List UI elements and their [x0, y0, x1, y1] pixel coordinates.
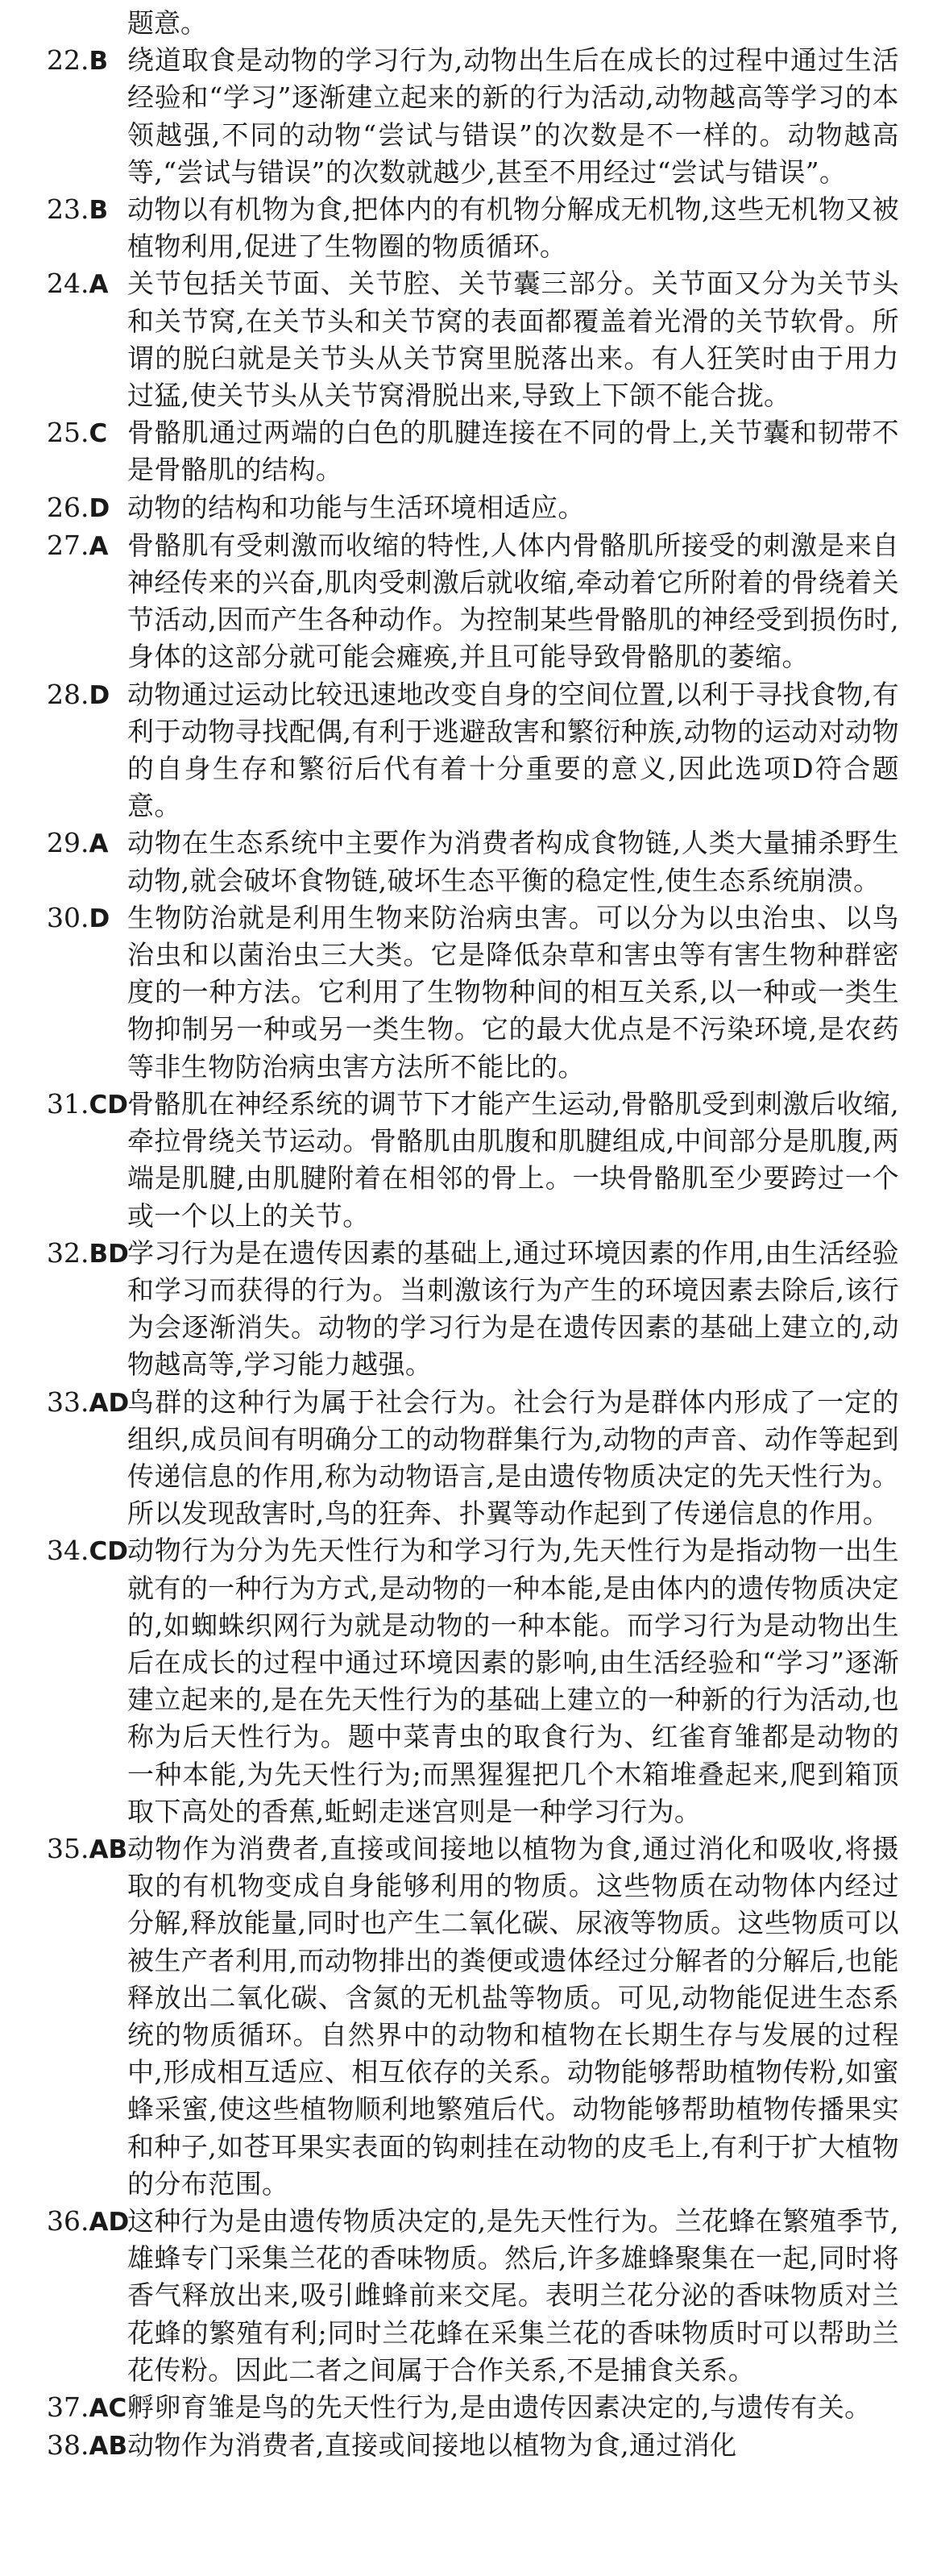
item-head [47, 42, 127, 80]
question-number: 29. [47, 827, 89, 859]
question-number: 24. [47, 268, 89, 300]
explanation-text: 动物作为消费者,直接或间接地以植物为食,通过消化 [127, 2429, 737, 2462]
answer-item [47, 1384, 899, 1533]
item-head [47, 1384, 130, 1422]
question-number: 25. [47, 417, 89, 449]
explanation-text: 动物通过运动比较迅速地改变自身的空间位置,以利于寻找食物,有利于动物寻找配偶,有利于逃避敌害和繁衍种族,动物的运动对动物的自身生存和繁衍后代有着十分重要的意义,因此选项D符合题意。 [127, 678, 899, 822]
answer-item [47, 2427, 899, 2465]
answer-letter: D [89, 904, 110, 933]
explanation-text: 骨骼肌在神经系统的调节下才能产生运动,骨骼肌受到刺激后收缩,牵拉骨绕关节运动。骨骼肌由肌腹和肌腱组成,中间部分是肌腹,两端是肌腱,由肌腱附着在相邻的骨上。一块骨骼肌至少要跨过一个或一个以上的关节。 [127, 1087, 899, 1232]
answer-item [47, 489, 899, 527]
item-head [47, 2427, 127, 2465]
question-number: 31. [47, 1087, 89, 1120]
explanation-text: 这种行为是由遗传物质决定的,是先天性行为。兰花蜂在繁殖季节,雄蜂专门采集兰花的香味物质。然后,许多雄蜂聚集在一起,同时将香气释放出来,吸引雌蜂前来交尾。表明兰花分泌的香味物质对兰花蜂的繁殖有利;同时兰花蜂在采集兰花的香味物质时可以帮助兰花传粉。因此二者之间属于合作关系,不是捕食关系。 [127, 2204, 899, 2386]
answer-item [47, 1086, 899, 1235]
explanation-text: 动物以有机物为食,把体内的有机物分解成无机物,这些无机物又被植物利用,促进了生物圈的物质循环。 [127, 193, 899, 263]
answer-letter: AB [89, 1834, 128, 1864]
answer-letter: B [89, 47, 109, 77]
explanation-text: 骨骼肌通过两端的白色的肌腱连接在不同的骨上,关节囊和韧带不是骨骼肌的结构。 [127, 417, 899, 486]
question-number: 28. [47, 678, 89, 710]
answer-letter: AC [89, 2394, 127, 2423]
intro-text: 题意。 [127, 7, 207, 39]
answer-item [47, 2389, 899, 2427]
question-number: 22. [47, 44, 89, 77]
answer-letter: A [89, 270, 109, 300]
answer-letter: AB [89, 2432, 128, 2462]
answer-letter: AD [89, 1388, 130, 1418]
item-head [47, 676, 127, 714]
answer-item [47, 527, 899, 676]
answer-letter: AD [89, 2207, 130, 2237]
answer-letter: A [89, 829, 109, 859]
item-head [47, 1830, 127, 1868]
item-head [47, 1235, 127, 1273]
explanation-text: 学习行为是在遗传因素的基础上,通过环境因素的作用,由生活经验和学习而获得的行为。当刺激该行为产生的环境因素去除后,该行为会逐渐消失。动物的学习行为是在遗传因素的基础上建立的,动物越高等,学习能力越强。 [127, 1236, 899, 1381]
answer-item [47, 414, 899, 488]
answer-item [47, 1830, 899, 2203]
answer-item [47, 900, 899, 1086]
answer-letter: C [89, 419, 108, 449]
question-number: 27. [47, 529, 89, 561]
answer-item [47, 1532, 899, 1830]
explanation-text: 关节包括关节面、关节腔、关节囊三部分。关节面又分为关节头和关节窝,在关节头和关节窝的表面都覆盖着光滑的关节软骨。所谓的脱臼就是关节头从关节窝里脱落出来。有人狂笑时由于用力过猛,使关节头从关节窝滑脱出来,导致上下颌不能合拢。 [127, 268, 899, 412]
answer-letter: B [89, 196, 109, 226]
question-number: 38. [47, 2429, 89, 2462]
item-head [47, 1532, 127, 1570]
answer-item [47, 265, 899, 414]
question-number: 37. [47, 2391, 89, 2423]
answer-list [47, 42, 899, 2465]
answer-letter: CD [89, 1537, 128, 1567]
question-number: 33. [47, 1386, 89, 1418]
question-number: 35. [47, 1832, 89, 1864]
answer-item [47, 1235, 899, 1384]
item-head [47, 825, 127, 862]
item-head [47, 191, 127, 229]
item-head [47, 414, 127, 452]
item-head [47, 1086, 127, 1124]
explanation-text: 动物作为消费者,直接或间接地以植物为食,通过消化和吸收,将摄取的有机物变成自身能够利用的物质。这些物质在动物体内经过分解,释放能量,同时也产生二氧化碳、尿液等物质。这些物质可以被生产者利用,而动物排出的粪便或遗体经过分解者的分解后,也能释放出二氧化碳、含氮的无机盐等物质。可见,动物能促进生态系统的物质循环。自然界中的动物和植物在长期生存与发展的过程中,形成相互适应、相互依存的关系。动物能够帮助植物传粉,如蜜蜂采蜜,使这些植物顺利地繁殖后代。动物能够帮助植物传播果实和种子,如苍耳果实表面的钩刺挂在动物的皮毛上,有利于扩大植物的分布范围。 [127, 1832, 899, 2200]
item-head [47, 2389, 127, 2427]
explanation-text: 孵卵育雏是鸟的先天性行为,是由遗传因素决定的,与遗传有关。 [127, 2391, 872, 2423]
answer-letter: CD [89, 1090, 128, 1120]
item-head [47, 900, 127, 937]
question-number: 30. [47, 901, 89, 933]
question-number: 34. [47, 1535, 89, 1567]
item-head [47, 2203, 130, 2241]
answer-item [47, 676, 899, 825]
explanation-text: 动物的结构和功能与生活环境相适应。 [127, 491, 585, 523]
answer-letter: BD [89, 1239, 129, 1269]
explanation-text: 生物防治就是利用生物来防治病虫害。可以分为以虫治虫、以鸟治虫和以菌治虫三大类。它是降低杂草和害虫等有害生物种群密度的一种方法。它利用了生物物种间的相互关系,以一种或一类生物抑制另一种或另一类生物。它的最大优点是不污染环境,是农药等非生物防治病虫害方法所不能比的。 [127, 901, 899, 1082]
answer-letter: A [89, 531, 109, 561]
explanation-text: 绕道取食是动物的学习行为,动物出生后在成长的过程中通过生活经验和“学习”逐渐建立起来的新的行为活动,动物越高等学习的本领越强,不同的动物“尝试与错误”的次数是不一样的。动物越高等,“尝试与错误”的次数就越少,甚至不用经过“尝试与错误”。 [127, 44, 899, 188]
item-head [47, 527, 127, 565]
answer-item [47, 825, 899, 899]
question-number: 32. [47, 1236, 89, 1269]
explanation-text: 动物在生态系统中主要作为消费者构成食物链,人类大量捕杀野生动物,就会破坏食物链,破坏生态平衡的稳定性,使生态系统崩溃。 [127, 827, 899, 896]
question-number: 26. [47, 491, 89, 523]
explanation-text: 骨骼肌有受刺激而收缩的特性,人体内骨骼肌所接受的刺激是来自神经传来的兴奋,肌肉受刺激后就收缩,牵动着它所附着的骨绕着关节活动,因而产生各种动作。为控制某些骨骼肌的神经受到损伤时,身体的这部分就可能会瘫痪,并且可能导致骨骼肌的萎缩。 [127, 529, 899, 673]
answer-item [47, 191, 899, 265]
question-number: 36. [47, 2204, 89, 2237]
answer-letter: D [89, 680, 110, 710]
explanation-text: 动物行为分为先天性行为和学习行为,先天性行为是指动物一出生就有的一种行为方式,是动物的一种本能,是由体内的遗传物质决定的,如蜘蛛织网行为就是动物的一种本能。而学习行为是动物出生后在成长的过程中通过环境因素的影响,由生活经验和“学习”逐渐建立起来的,是在先天性行为的基础上建立的一种新的行为活动,也称为后天性行为。题中菜青虫的取食行为、红雀育雏都是动物的一种本能,为先天性行为;而黑猩猩把几个木箱堆叠起来,爬到箱顶取下高处的香蕉,蚯蚓走迷宫则是一种学习行为。 [127, 1535, 899, 1827]
item-head [47, 265, 127, 303]
answer-item [47, 42, 899, 191]
answer-letter: D [89, 493, 110, 523]
explanation-text: 鸟群的这种行为属于社会行为。社会行为是群体内形成了一定的组织,成员间有明确分工的动物群集行为,动物的声音、动作等起到传递信息的作用,称为动物语言,是由遗传物质决定的先天性行为。所以发现敌害时,鸟的狂奔、扑翼等动作起到了传递信息的作用。 [127, 1386, 899, 1530]
answer-item [47, 2203, 899, 2389]
item-head [47, 489, 127, 527]
question-number: 23. [47, 193, 89, 226]
